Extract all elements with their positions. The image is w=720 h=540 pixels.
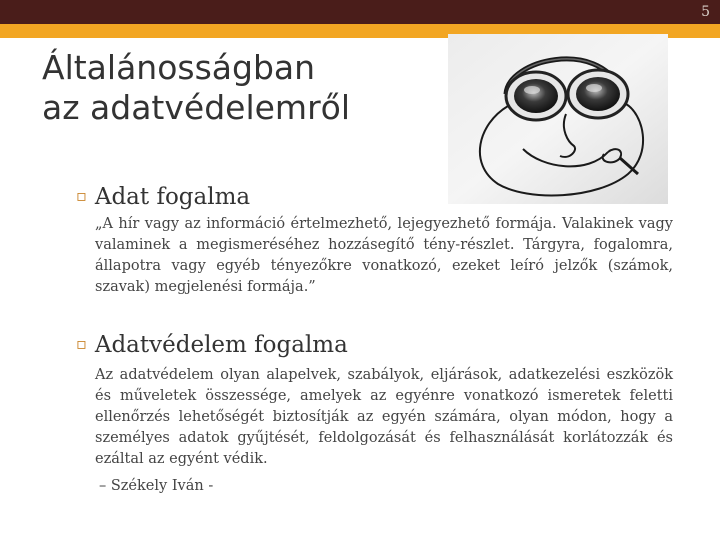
definition-paragraph: Az adatvédelem olyan alapelvek, szabályok, eljárások, adatkezelési eszközök és műveletek összessége, amelyek az egyénre vonatkozó ismeretek feletti ellenőrzés lehetőségét biztosítják az egyén számára, olyan módon, hogy a személyes adatok gyűjtését, feldolgozását és felhasználását korlátozzák és ezáltal az egyént védik.: [95, 367, 673, 467]
bullet-adat-fogalma: [76, 184, 250, 210]
title-line-1: Általánosságban: [42, 48, 316, 87]
top-bar: [0, 0, 720, 24]
headphones-face-photo: [448, 34, 668, 204]
bullet-heading: Adat fogalma: [94, 184, 251, 210]
slide-number: 5: [701, 4, 710, 20]
bullet-heading: Adatvédelem fogalma: [94, 332, 348, 358]
slide-title: [42, 48, 350, 128]
bullet-adatvedelem-fogalma: [76, 332, 348, 358]
quote-author: – Székely Iván -: [99, 478, 214, 494]
bullet-marker-icon: ▫: [76, 186, 87, 205]
definition-paragraph: „A hír vagy az információ értelmezhető, lejegyezhető formája. Valakinek vagy valaminek a megismeréséhez hozzásegítő tény-részlet. Tárgyra, fogalomra, állapotra vagy egyéb tényezőkre vonatkozó, ezeket leíró jelzők (számok, szavak) megjelenési formája.”: [95, 216, 673, 295]
title-line-2: az adatvédelemről: [42, 88, 350, 127]
bullet-marker-icon: ▫: [76, 334, 87, 353]
